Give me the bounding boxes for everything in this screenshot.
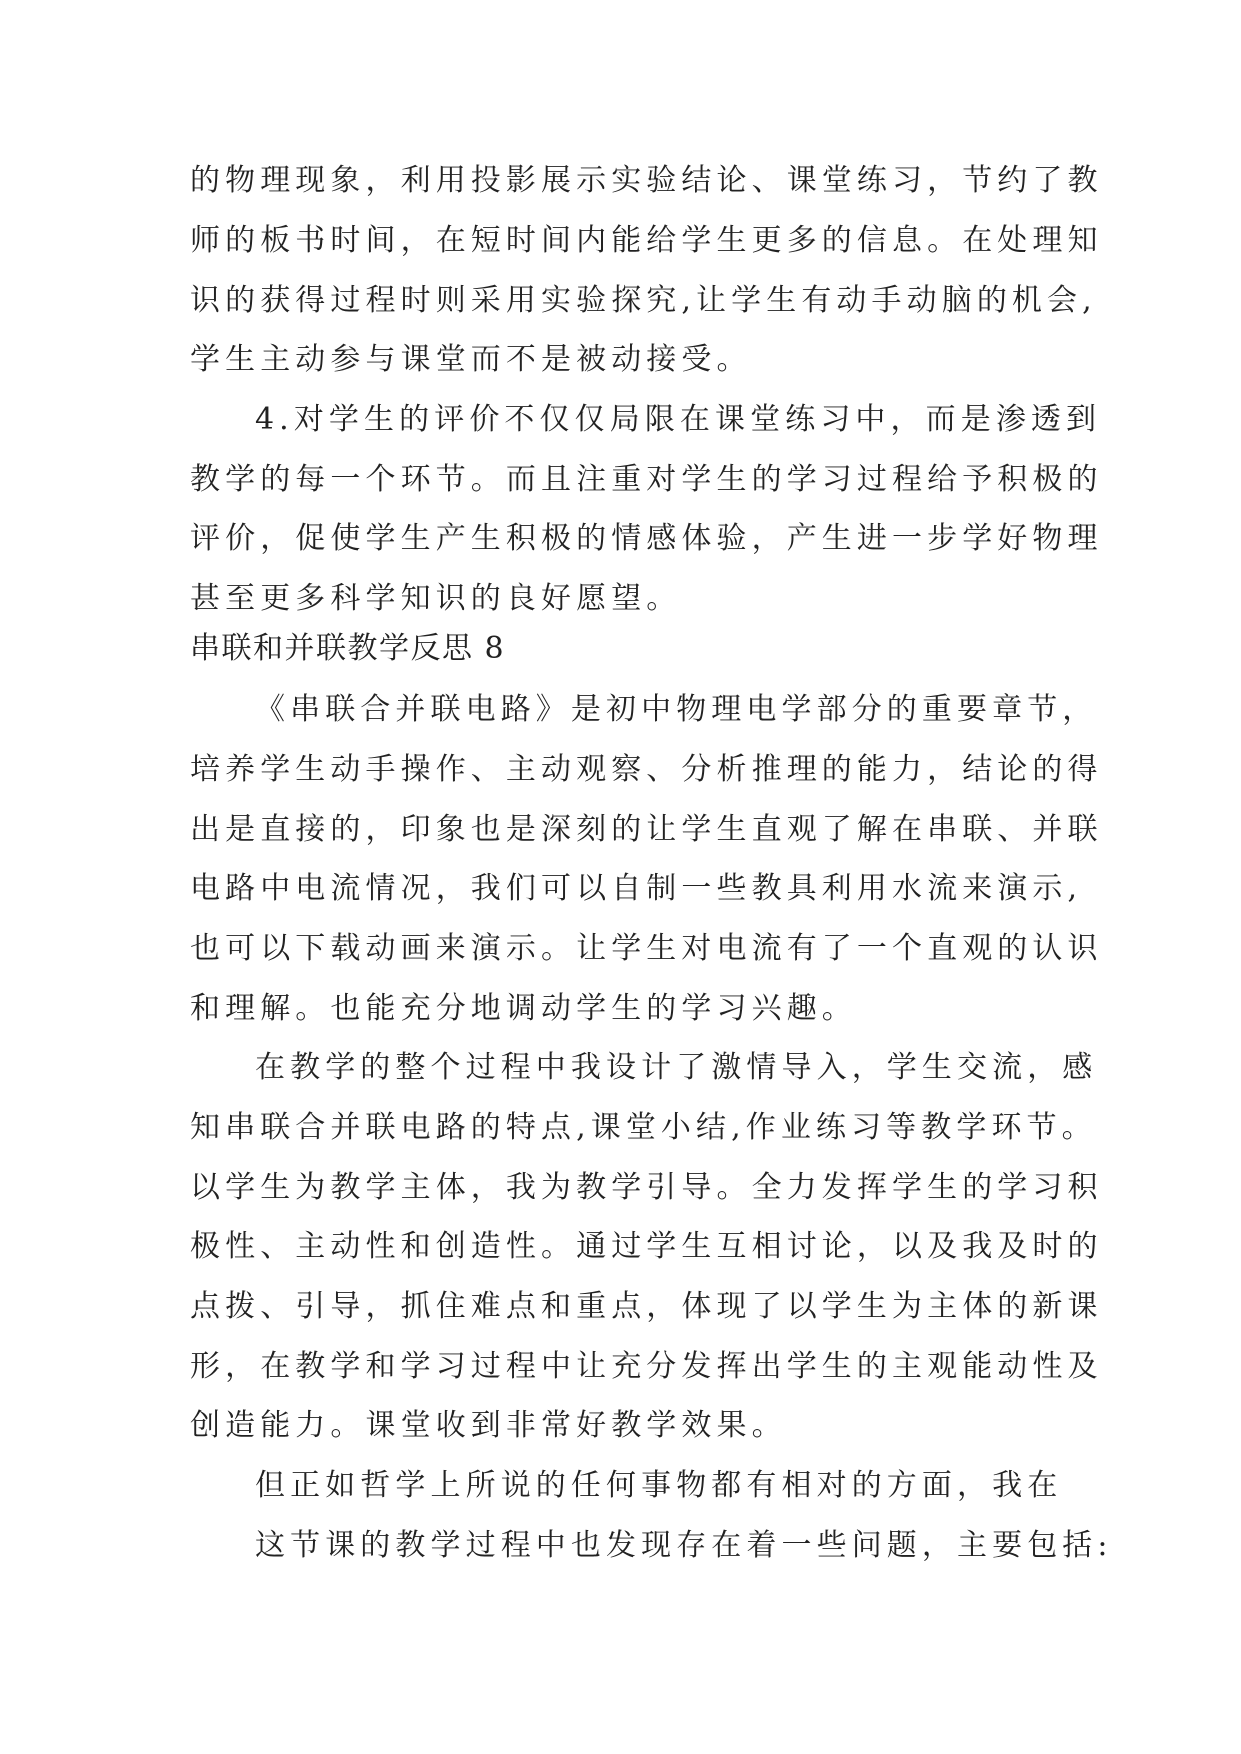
paragraph-line: 学生主动参与课堂而不是被动接受。 bbox=[190, 342, 752, 377]
paragraph-line: 以学生为教学主体，我为教学引导。全力发挥学生的学习积 bbox=[190, 1170, 1103, 1205]
paragraph-line: 教学的每一个环节。而且注重对学生的学习过程给予积极的 bbox=[190, 462, 1103, 497]
paragraph-line: 培养学生动手操作、主动观察、分析推理的能力，结论的得 bbox=[190, 752, 1103, 787]
paragraph-line: 识的获得过程时则采用实验探究,让学生有动手动脑的机会, bbox=[190, 283, 1097, 318]
paragraph-line: 形，在教学和学习过程中让充分发挥出学生的主观能动性及 bbox=[190, 1349, 1103, 1384]
paragraph-line: 但正如哲学上所说的任何事物都有相对的方面，我在 bbox=[255, 1468, 1063, 1503]
paragraph-line: 点拨、引导，抓住难点和重点，体现了以学生为主体的新课 bbox=[190, 1289, 1103, 1324]
paragraph-line: 的物理现象，利用投影展示实验结论、课堂练习，节约了教 bbox=[190, 163, 1103, 198]
paragraph-line: 创造能力。课堂收到非常好教学效果。 bbox=[190, 1408, 787, 1443]
paragraph-line: 极性、主动性和创造性。通过学生互相讨论，以及我及时的 bbox=[190, 1229, 1103, 1264]
paragraph-line: 知串联合并联电路的特点,课堂小结,作业练习等教学环节。 bbox=[190, 1110, 1097, 1145]
paragraph-line: 出是直接的，印象也是深刻的让学生直观了解在串联、并联 bbox=[190, 812, 1103, 847]
section-heading: 串联和并联教学反思 8 bbox=[190, 631, 506, 666]
paragraph-line: 《串联合并联电路》是初中物理电学部分的重要章节， bbox=[255, 692, 1098, 727]
paragraph-line: 在教学的整个过程中我设计了激情导入，学生交流，感 bbox=[255, 1050, 1098, 1085]
paragraph-line: 和理解。也能充分地调动学生的学习兴趣。 bbox=[190, 991, 857, 1026]
paragraph-line: 师的板书时间，在短时间内能给学生更多的信息。在处理知 bbox=[190, 223, 1103, 258]
paragraph-line: 也可以下载动画来演示。让学生对电流有了一个直观的认识 bbox=[190, 931, 1103, 966]
paragraph-line: 电路中电流情况，我们可以自制一些教具利用水流来演示, bbox=[190, 871, 1083, 906]
paragraph-line: 这节课的教学过程中也发现存在着一些问题，主要包括: bbox=[255, 1528, 1113, 1563]
paragraph-line: 4.对学生的评价不仅仅局限在课堂练习中，而是渗透到 bbox=[255, 402, 1102, 437]
paragraph-line: 评价，促使学生产生积极的情感体验，产生进一步学好物理 bbox=[190, 521, 1103, 556]
paragraph-line: 甚至更多科学知识的良好愿望。 bbox=[190, 581, 682, 616]
